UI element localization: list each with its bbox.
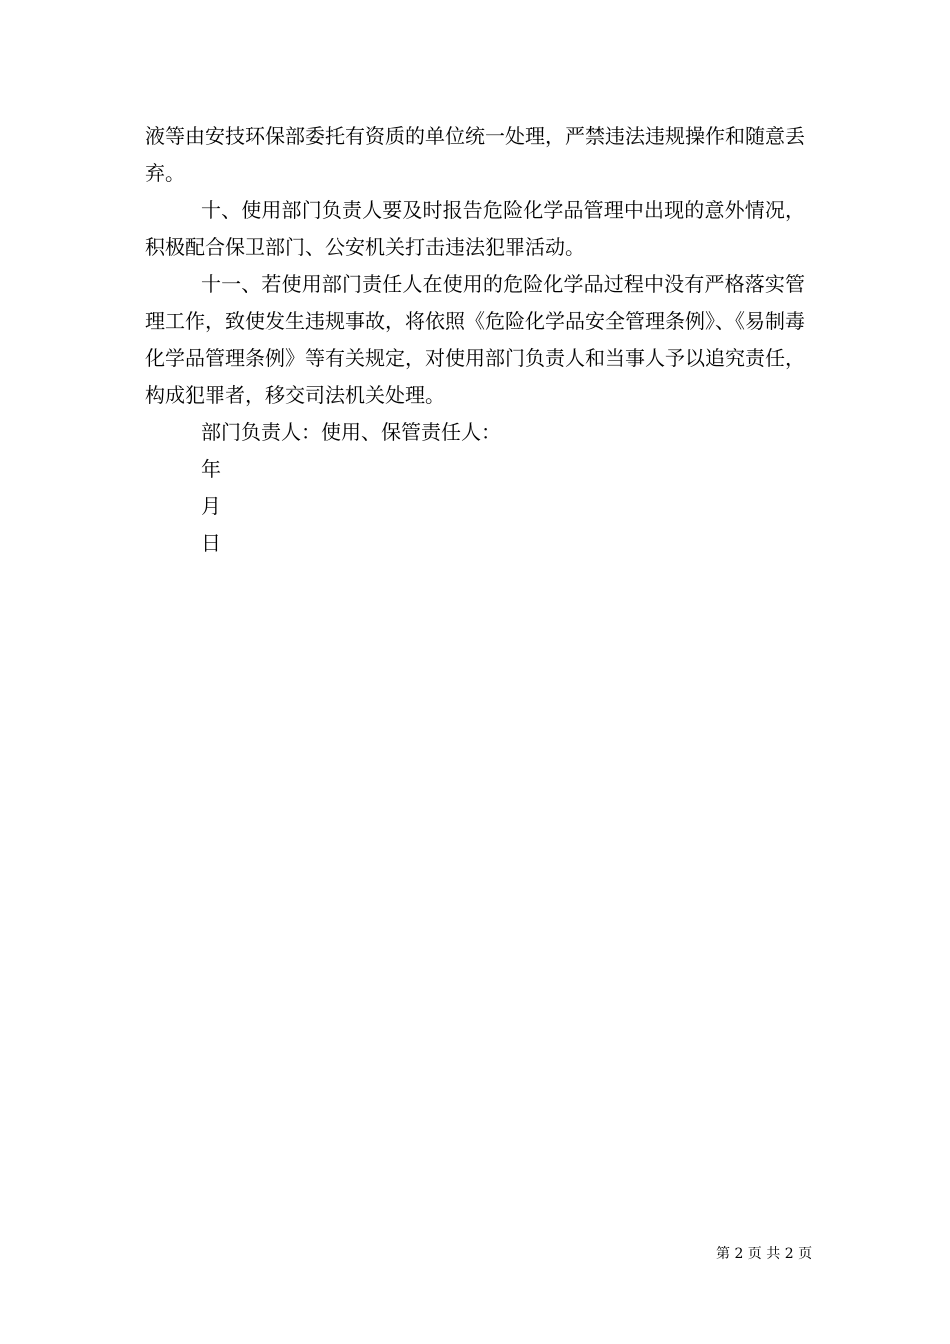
paragraph-item-10: 十、使用部门负责人要及时报告危险化学品管理中出现的意外情况，积极配合保卫部门、公安机关打击违法犯罪活动。	[145, 198, 805, 259]
paragraph-item-11: 十一、若使用部门责任人在使用的危险化学品过程中没有严格落实管理工作，致使发生违规事故，将依照《危险化学品安全管理条例》、《易制毒化学品管理条例》等有关规定，对使用部门负责人和当事人予以追究责任，构成犯罪者，移交司法机关处理。	[145, 272, 805, 407]
document-body	[145, 118, 805, 562]
date-year-label: 年	[201, 457, 221, 481]
paragraph-continuation: 液等由安技环保部委托有资质的单位统一处理，严禁违法违规操作和随意丢弃。	[145, 124, 805, 185]
page-number-footer: 第 2 页 共 2 页	[716, 1246, 813, 1262]
date-day-label: 日	[201, 531, 221, 555]
date-month-label: 月	[201, 494, 221, 518]
signature-line: 部门负责人：使用、保管责任人：	[201, 420, 501, 444]
